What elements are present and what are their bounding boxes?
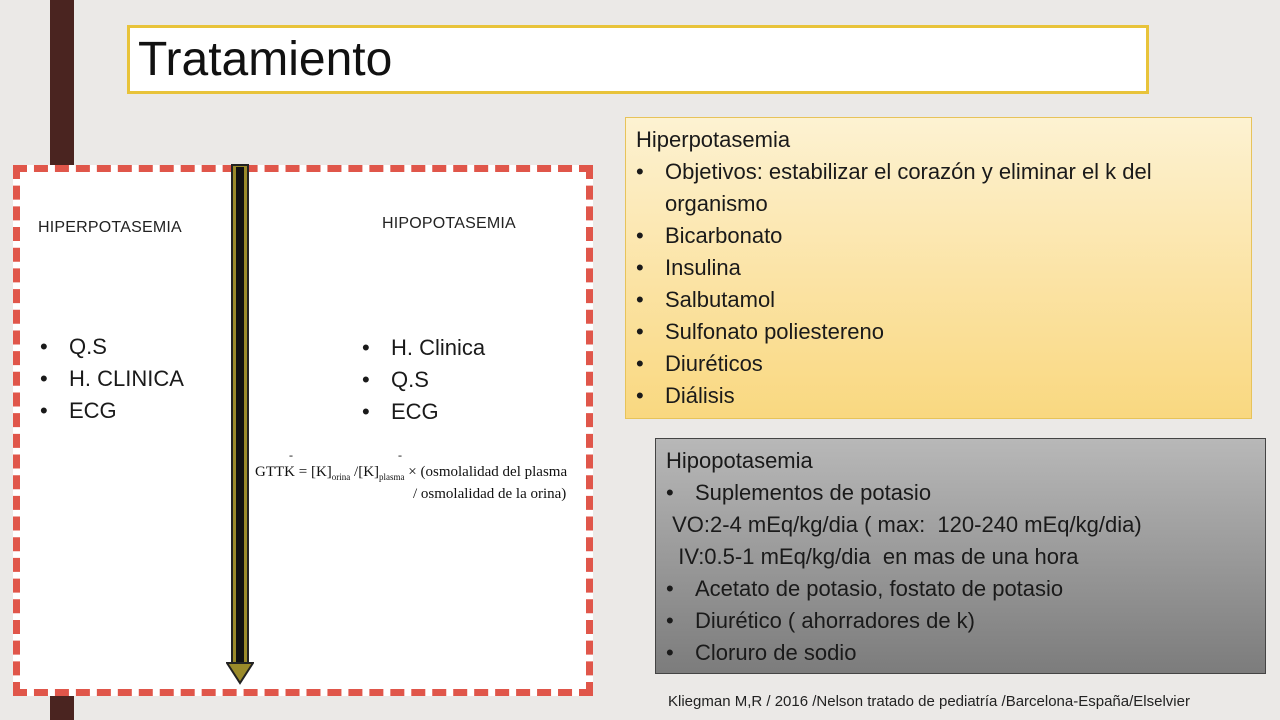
- citation: Kliegman M,R / 2016 /Nelson tratado de pediatría /Barcelona-España/Elselvier: [668, 693, 1190, 710]
- list-item: • Diuréticos: [636, 348, 1241, 380]
- formula-mark: -: [289, 448, 293, 462]
- list-item: • ECG: [362, 396, 485, 428]
- dose-line-vo: VO:2-4 mEq/kg/dia ( max: 120-240 mEq/kg/dia): [666, 512, 1142, 537]
- list-item: • Suplementos de potasio: [666, 477, 1255, 509]
- decorative-bar-top: [50, 0, 74, 165]
- list-item: • Salbutamol: [636, 284, 1241, 316]
- down-arrow-icon: [226, 163, 254, 685]
- hyper-list: [40, 331, 184, 427]
- hypo-box-list-rest: [666, 573, 1255, 669]
- hyperkalemia-box: [625, 117, 1252, 419]
- list-item: • Objetivos: estabilizar el corazón y eliminar el k del organismo: [636, 156, 1241, 220]
- decorative-bar-bottom: [50, 695, 74, 720]
- comparison-panel: [13, 165, 593, 696]
- list-item: • Insulina: [636, 252, 1241, 284]
- formula-mark: -: [398, 448, 402, 462]
- list-item: • Q.S: [40, 331, 184, 363]
- hypokalemia-box: [655, 438, 1266, 674]
- list-item: • Acetato de potasio, fostato de potasio: [666, 573, 1255, 605]
- hyper-box-list: [636, 156, 1241, 412]
- formula-line-2: / osmolalidad de la orina): [413, 486, 567, 502]
- list-item: • Cloruro de sodio: [666, 637, 1255, 669]
- list-item: • Diálisis: [636, 380, 1241, 412]
- hypo-heading: HIPOPOTASEMIA: [382, 215, 516, 232]
- hypo-list: [362, 332, 485, 428]
- gttk-formula: [255, 448, 575, 508]
- list-item: • H. Clinica: [362, 332, 485, 364]
- hyper-box-title: Hiperpotasemia: [636, 127, 791, 152]
- list-item: • Q.S: [362, 364, 485, 396]
- list-item: • Bicarbonato: [636, 220, 1241, 252]
- list-item: • H. CLINICA: [40, 363, 184, 395]
- slide-title: Tratamiento: [138, 33, 393, 86]
- list-item: • Diurético ( ahorradores de k): [666, 605, 1255, 637]
- hypo-box-title: Hipopotasemia: [666, 448, 813, 473]
- formula-line-1: GTTK = $[K]_{orina}$ $/[K]_{plasma}$ × (osmolalidad del plasma: [255, 464, 568, 482]
- title-box: [127, 25, 1149, 94]
- list-item: • Sulfonato poliestereno: [636, 316, 1241, 348]
- hypo-box-list: [666, 477, 1255, 509]
- hyper-heading: HIPERPOTASEMIA: [38, 219, 182, 236]
- list-item: • ECG: [40, 395, 184, 427]
- dose-line-iv: IV:0.5-1 mEq/kg/dia en mas de una hora: [666, 544, 1079, 569]
